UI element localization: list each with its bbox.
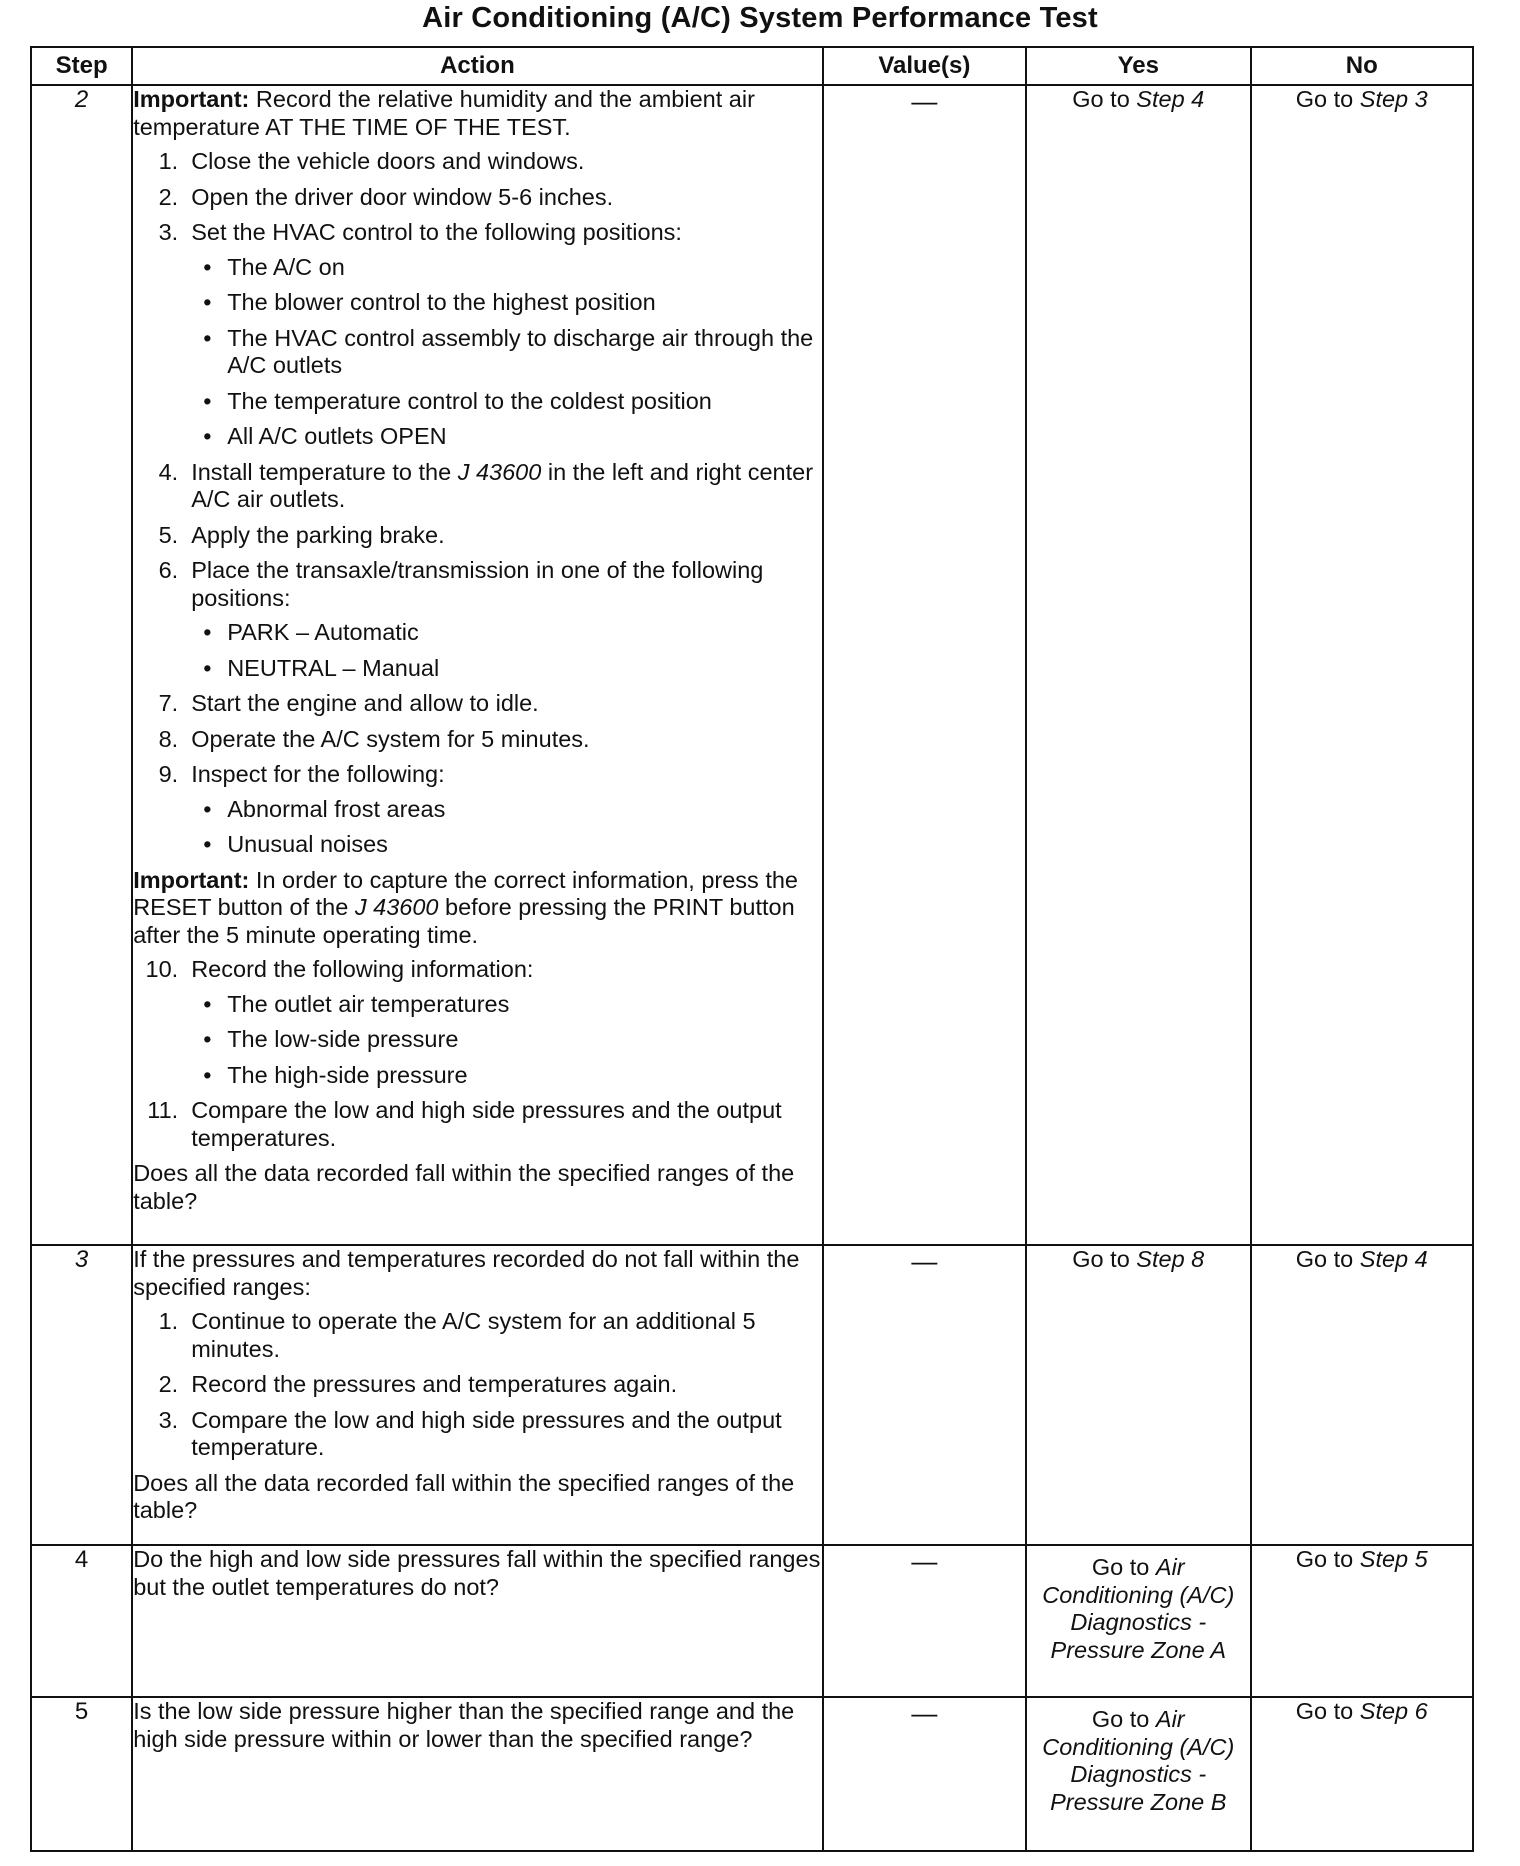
- value-cell: —: [823, 1697, 1026, 1851]
- question-text: Does all the data recorded fall within the specified ranges of the table?: [133, 1160, 795, 1214]
- yes-step-link[interactable]: Step 4: [1136, 86, 1205, 112]
- list-item: 2. Record the pressures and temperatures again.: [158, 1371, 678, 1397]
- yes-cell: Go to Air Conditioning (A/C) Diagnostics - Pressure Zone A: [1026, 1545, 1250, 1697]
- bullet-item: • The temperature control to the coldest position: [191, 388, 821, 416]
- table-row-step-3: [31, 1245, 1473, 1545]
- step-number: 5: [31, 1697, 132, 1851]
- yes-cell: Go to Air Conditioning (A/C) Diagnostics - Pressure Zone B: [1026, 1697, 1250, 1851]
- page-title: Air Conditioning (A/C) System Performance Test: [422, 2, 1098, 34]
- bullet-item: • Abnormal frost areas: [191, 796, 821, 824]
- list-item: 1. Continue to operate the A/C system for an additional 5 minutes.: [158, 1308, 756, 1362]
- bullet-item: • All A/C outlets OPEN: [191, 423, 821, 451]
- intro-text: If the pressures and temperatures recorded do not fall within the specified ranges:: [133, 1246, 800, 1300]
- no-cell: Go to Step 4: [1251, 1245, 1474, 1545]
- important-note: Important: In order to capture the correct information, press the RESET button of the J 43600 before pressing the PRINT button after the 5 minute operating time.: [133, 866, 798, 948]
- procedure-list: [133, 956, 821, 1152]
- header-yes: Yes: [1026, 47, 1250, 85]
- list-item: 7. Start the engine and allow to idle.: [158, 690, 539, 716]
- bullet-item: • The low-side pressure: [191, 1026, 821, 1054]
- bullet-list: [191, 619, 821, 682]
- bullet-item: • The high-side pressure: [191, 1062, 821, 1090]
- header-row: [31, 47, 1473, 85]
- action-cell: [132, 1697, 822, 1851]
- no-step-link[interactable]: Step 5: [1359, 1546, 1428, 1572]
- bullet-item: • The HVAC control assembly to discharge air through the A/C outlets: [191, 325, 821, 380]
- yes-diagnostic-link[interactable]: Air Conditioning (A/C) Diagnostics - Pressure Zone B: [1042, 1706, 1235, 1815]
- important-note: Important: Record the relative humidity and the ambient air temperature AT THE TIME OF THE TEST.: [133, 86, 755, 140]
- question-text: Do the high and low side pressures fall within the specified ranges but the outlet temperatures do not?: [133, 1546, 821, 1600]
- bullet-item: • Unusual noises: [191, 831, 821, 859]
- question-text: Is the low side pressure higher than the specified range and the high side pressure within or lower than the specified range?: [133, 1698, 795, 1752]
- table-row-step-5: [31, 1697, 1473, 1851]
- table-row-step-4: [31, 1545, 1473, 1697]
- step-number: 2: [31, 85, 132, 1245]
- header-action: Action: [132, 47, 822, 85]
- no-step-link[interactable]: Step 4: [1359, 1246, 1428, 1272]
- bullet-item: • The blower control to the highest position: [191, 289, 821, 317]
- header-values: Value(s): [823, 47, 1026, 85]
- bullet-item: • The outlet air temperatures: [191, 991, 821, 1019]
- list-item: 8. Operate the A/C system for 5 minutes.: [158, 725, 590, 752]
- list-item: 4. Install temperature to the J 43600 in the left and right center A/C air outlets.: [158, 458, 814, 512]
- action-cell: [132, 85, 822, 1245]
- yes-cell: Go to Step 8: [1026, 1245, 1250, 1545]
- step-number: 4: [31, 1545, 132, 1697]
- list-item: 5. Apply the parking brake.: [158, 521, 445, 548]
- procedure-list: [133, 1308, 821, 1462]
- yes-cell: Go to Step 4: [1026, 85, 1250, 1245]
- bullet-list: [191, 796, 821, 859]
- header-step: Step: [31, 47, 132, 85]
- diagnostic-table: [30, 46, 1474, 1852]
- no-cell: Go to Step 6: [1251, 1697, 1474, 1851]
- procedure-list: [133, 148, 821, 859]
- action-cell: [132, 1545, 822, 1697]
- header-no: No: [1251, 47, 1474, 85]
- no-step-link[interactable]: Step 3: [1359, 86, 1428, 112]
- list-item: 10. Record the following information: • The outlet air temperatures • The low-side pressure • The high-side pressure: [133, 956, 821, 1089]
- list-item: 6. Place the transaxle/transmission in one of the following positions: • PARK – Automatic • NEUTRAL – Manual: [133, 557, 821, 682]
- question-text: Does all the data recorded fall within the specified ranges of the table?: [133, 1469, 795, 1523]
- list-item: 3. Compare the low and high side pressures and the output temperature.: [158, 1406, 782, 1460]
- list-item: 1. Close the vehicle doors and windows.: [158, 148, 585, 174]
- no-cell: Go to Step 5: [1251, 1545, 1474, 1697]
- bullet-list: [191, 254, 821, 451]
- value-cell: —: [823, 85, 1026, 1245]
- action-cell: [132, 1245, 822, 1545]
- list-item: 9. Inspect for the following: • Abnormal frost areas • Unusual noises: [133, 761, 821, 859]
- step-number: 3: [31, 1245, 132, 1545]
- bullet-item: • PARK – Automatic: [191, 619, 821, 647]
- value-cell: —: [823, 1545, 1026, 1697]
- bullet-item: • NEUTRAL – Manual: [191, 655, 821, 683]
- no-step-link[interactable]: Step 6: [1359, 1698, 1428, 1724]
- bullet-item: • The A/C on: [191, 254, 821, 282]
- table-row-step-2: [31, 85, 1473, 1245]
- no-cell: Go to Step 3: [1251, 85, 1474, 1245]
- list-item: 3. Set the HVAC control to the following positions: • The A/C on • The blower control to the highest position • The HVAC control assembly to discharge air through the A/C outlets • The temperature control to the coldest position • All A/C outlets OPEN: [133, 219, 821, 451]
- yes-diagnostic-link[interactable]: Air Conditioning (A/C) Diagnostics - Pressure Zone A: [1042, 1554, 1235, 1663]
- bullet-list: [191, 991, 821, 1090]
- list-item: 11. Compare the low and high side pressures and the output temperatures.: [147, 1097, 782, 1151]
- value-cell: —: [823, 1245, 1026, 1545]
- list-item: 2. Open the driver door window 5-6 inches.: [158, 183, 614, 210]
- yes-step-link[interactable]: Step 8: [1136, 1246, 1205, 1272]
